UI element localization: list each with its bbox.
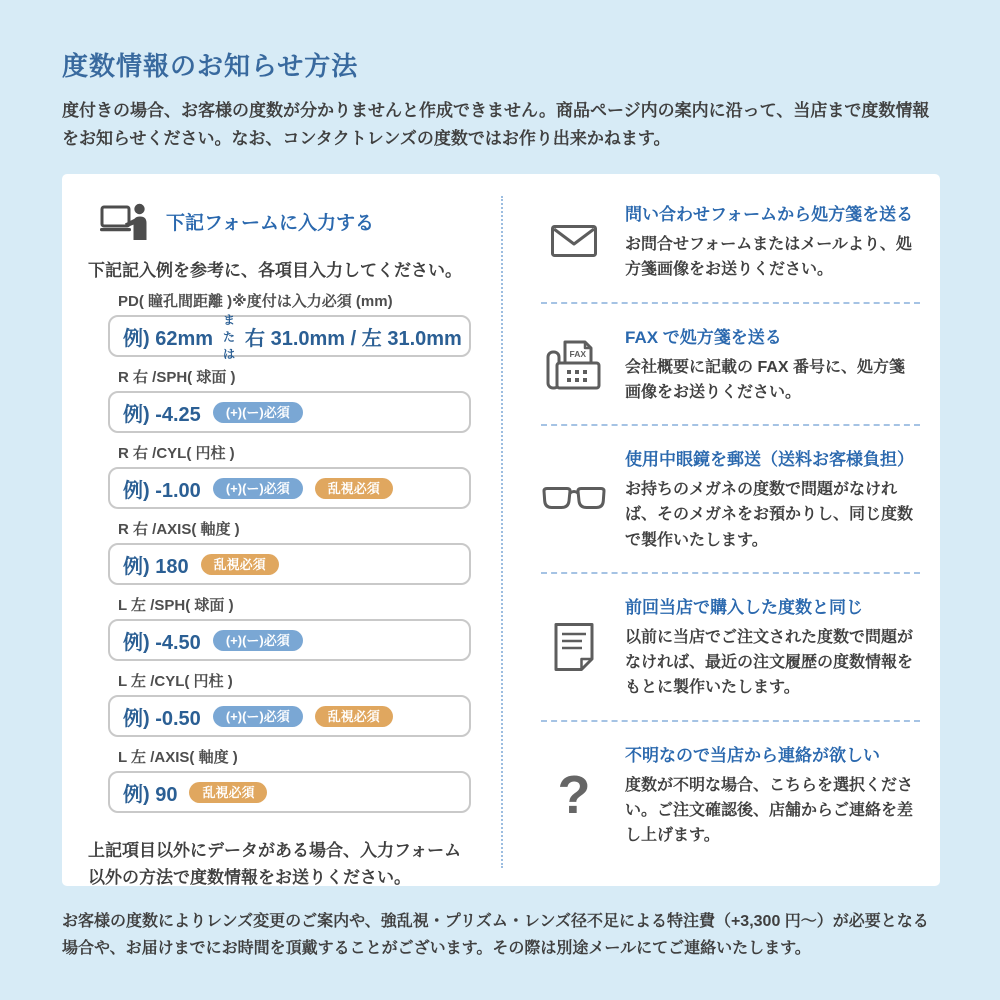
field-box-pd	[108, 312, 471, 361]
form-instruction: 下記記入例を参考に、各項目入力してください。	[88, 261, 462, 281]
badge-astigmatism-required: 乱視必須	[189, 782, 267, 803]
example-text: 例) -4.25	[123, 403, 201, 426]
badge-sign-required: (+)(ー)必須	[213, 402, 303, 423]
example-text: 例) 90	[123, 783, 178, 806]
method-divider	[541, 572, 920, 574]
example-or-text: または	[223, 312, 236, 361]
field-label-l-axis: L 左 /AXIS( 軸度 )	[118, 749, 238, 767]
field-label-l-sph: L 左 /SPH( 球面 )	[118, 597, 234, 615]
method-text	[625, 445, 920, 553]
page-header	[0, 0, 1000, 152]
field-label-pd: PD( 瞳孔間距離 )※度付は入力必須 (mm)	[118, 293, 393, 311]
badge-astigmatism-required: 乱視必須	[315, 478, 393, 499]
method-text	[625, 593, 920, 701]
glasses-icon	[541, 486, 607, 512]
footer-note-text: お客様の度数によりレンズ変更のご案内や、強乱視・プリズム・レンズ径不足による特注費（+3,300 円〜）が必要となる場合や、お届けまでにお時間を頂戴することがございます。その際は別途メールにてご連絡いたします。	[62, 913, 929, 958]
example-text: 右 31.0mm / 左 31.0mm	[245, 327, 462, 350]
method-divider	[541, 424, 920, 426]
form-title: 下記フォームに入力する	[166, 212, 375, 234]
method-description: お問合せフォームまたはメールより、処方箋画像をお送りください。	[625, 236, 912, 279]
example-text: 例) -4.50	[123, 631, 201, 654]
field-box-r-sph	[108, 391, 471, 433]
envelope-icon	[541, 225, 607, 257]
field-label-r-sph: R 右 /SPH( 球面 )	[118, 369, 236, 387]
form-fields	[86, 294, 471, 813]
example-text: 例) -0.50	[123, 707, 201, 730]
field-box-l-axis	[108, 771, 471, 813]
example-text: 例) -1.00	[123, 479, 201, 502]
document-icon	[541, 622, 607, 672]
method-divider	[541, 720, 920, 722]
main-card	[62, 174, 940, 886]
form-entry-icon	[100, 202, 150, 240]
method-divider	[541, 302, 920, 304]
field-box-r-axis	[108, 543, 471, 585]
badge-sign-required: (+)(ー)必須	[213, 706, 303, 727]
method-description: 度数が不明な場合、こちらを選択ください。ご注文確認後、店舗からご連絡を差し上げます。	[625, 776, 914, 845]
method-item-fax	[541, 323, 920, 406]
method-title: 使用中眼鏡を郵送（送料お客様負担）	[625, 450, 914, 470]
question-icon: ?	[557, 764, 591, 825]
field-label-r-axis: R 右 /AXIS( 軸度 )	[118, 521, 240, 539]
method-item-unknown	[541, 741, 920, 849]
field-label-r-cyl: R 右 /CYL( 円柱 )	[118, 445, 235, 463]
method-title: 前回当店で購入した度数と同じ	[625, 597, 863, 617]
fax-icon	[541, 336, 607, 392]
field-box-l-cyl	[108, 695, 471, 737]
badge-astigmatism-required: 乱視必須	[315, 706, 393, 727]
example-text: 例) 62mm	[123, 327, 214, 350]
field-box-r-cyl	[108, 467, 471, 509]
method-description: 以前に当店でご注文された度数で問題がなければ、最近の注文履歴の度数情報をもとに製作いたします。	[625, 628, 914, 697]
badge-sign-required: (+)(ー)必須	[213, 630, 303, 651]
field-label-l-cyl: L 左 /CYL( 円柱 )	[118, 673, 233, 691]
method-item-mail-glasses	[541, 445, 920, 553]
method-title: FAX で処方箋を送る	[625, 327, 782, 347]
method-description: お持ちのメガネの度数で問題がなければ、そのメガネをお預かりし、同じ度数で製作いたします。	[625, 481, 914, 549]
methods-section	[501, 174, 940, 886]
svg-text:FAX: FAX	[569, 348, 587, 359]
intro-text: 度付きの場合、お客様の度数が分かりませんと作成できません。商品ページ内の案内に沿って、当店まで度数情報をお知らせください。なお、コンタクトレンズの度数ではお作り出来かねます。	[62, 101, 930, 148]
badge-sign-required: (+)(ー)必須	[213, 478, 303, 499]
form-note: 上記項目以外にデータがある場合、入力フォーム以外の方法で度数情報をお送りください。	[88, 841, 462, 888]
field-box-l-sph	[108, 619, 471, 661]
example-text: 例) 180	[123, 555, 189, 578]
method-text	[625, 323, 920, 406]
method-item-contact-form	[541, 200, 920, 283]
form-section	[62, 174, 501, 886]
method-title: 問い合わせフォームから処方箋を送る	[625, 205, 914, 225]
form-section-head	[86, 202, 471, 240]
method-text	[625, 200, 920, 283]
method-text	[625, 741, 920, 849]
footer-note	[0, 886, 1000, 962]
vertical-divider	[501, 196, 503, 868]
method-description: 会社概要に記載の FAX 番号に、処方箋画像をお送りください。	[625, 358, 906, 401]
badge-astigmatism-required: 乱視必須	[201, 554, 279, 575]
page-title: 度数情報のお知らせ方法	[62, 51, 359, 81]
method-item-previous-order	[541, 593, 920, 701]
method-title: 不明なので当店から連絡が欲しい	[625, 745, 880, 765]
